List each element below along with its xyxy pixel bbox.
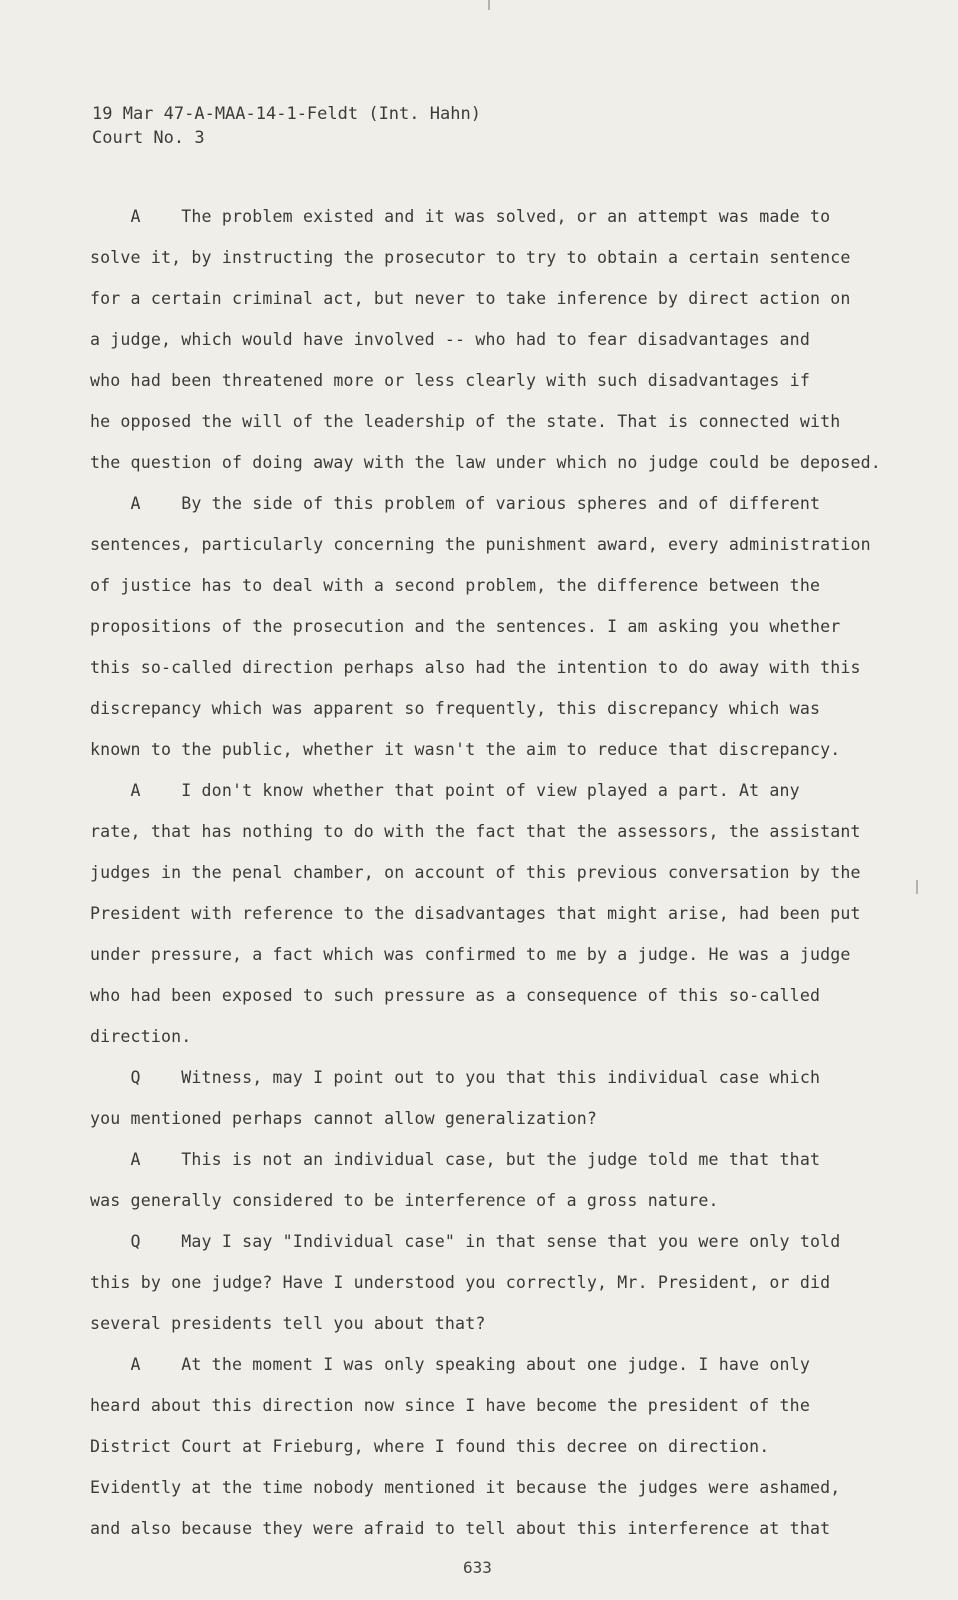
text-line: this so-called direction perhaps also had the intention to do away with this xyxy=(90,658,861,677)
text-line: discrepancy which was apparent so frequently, this discrepancy which was xyxy=(90,699,821,718)
header-reference: 19 Mar 47-A-MAA-14-1-Feldt (Int. Hahn) xyxy=(92,104,481,124)
text-line: Q May I say "Individual case" in that sense that you were only told xyxy=(90,1232,841,1251)
text-line: Q Witness, may I point out to you that this individual case which xyxy=(90,1068,821,1087)
scan-mark xyxy=(488,0,490,10)
text-line: for a certain criminal act, but never to take inference by direct action on xyxy=(90,289,851,308)
text-line: he opposed the will of the leadership of the state. That is connected with xyxy=(90,412,841,431)
text-line: A The problem existed and it was solved, or an attempt was made to xyxy=(90,207,831,226)
text-line: known to the public, whether it wasn't the aim to reduce that discrepancy. xyxy=(90,740,841,759)
text-line: A By the side of this problem of various spheres and of different xyxy=(90,494,821,513)
page-number: 633 xyxy=(463,1558,492,1577)
text-line: sentences, particularly concerning the punishment award, every administration xyxy=(90,535,871,554)
text-line: A This is not an individual case, but the judge told me that that xyxy=(90,1150,821,1169)
text-line: who had been threatened more or less clearly with such disadvantages if xyxy=(90,371,810,390)
document-header xyxy=(92,102,481,150)
text-line: the question of doing away with the law under which no judge could be deposed. xyxy=(90,453,881,472)
text-line: heard about this direction now since I have become the president of the xyxy=(90,1396,810,1415)
text-line: direction. xyxy=(90,1027,192,1046)
header-court: Court No. 3 xyxy=(92,128,205,148)
text-line: several presidents tell you about that? xyxy=(90,1314,486,1333)
text-line: was generally considered to be interference of a gross nature. xyxy=(90,1191,719,1210)
text-line: under pressure, a fact which was confirmed to me by a judge. He was a judge xyxy=(90,945,851,964)
text-line: rate, that has nothing to do with the fact that the assessors, the assistant xyxy=(90,822,861,841)
text-line: solve it, by instructing the prosecutor to try to obtain a certain sentence xyxy=(90,248,851,267)
text-line: of justice has to deal with a second problem, the difference between the xyxy=(90,576,821,595)
text-line: judges in the penal chamber, on account of this previous conversation by the xyxy=(90,863,861,882)
text-line: President with reference to the disadvantages that might arise, had been put xyxy=(90,904,861,923)
text-line: A I don't know whether that point of view played a part. At any xyxy=(90,781,800,800)
transcript-body xyxy=(90,196,920,1549)
text-line: Evidently at the time nobody mentioned it because the judges were ashamed, xyxy=(90,1478,841,1497)
text-line: and also because they were afraid to tell about this interference at that xyxy=(90,1519,831,1538)
text-line: this by one judge? Have I understood you correctly, Mr. President, or did xyxy=(90,1273,831,1292)
text-line: District Court at Frieburg, where I found this decree on direction. xyxy=(90,1437,770,1456)
text-line: you mentioned perhaps cannot allow generalization? xyxy=(90,1109,598,1128)
text-line: propositions of the prosecution and the sentences. I am asking you whether xyxy=(90,617,841,636)
text-line: who had been exposed to such pressure as a consequence of this so-called xyxy=(90,986,821,1005)
text-line: A At the moment I was only speaking about one judge. I have only xyxy=(90,1355,810,1374)
text-line: a judge, which would have involved -- who had to fear disadvantages and xyxy=(90,330,810,349)
